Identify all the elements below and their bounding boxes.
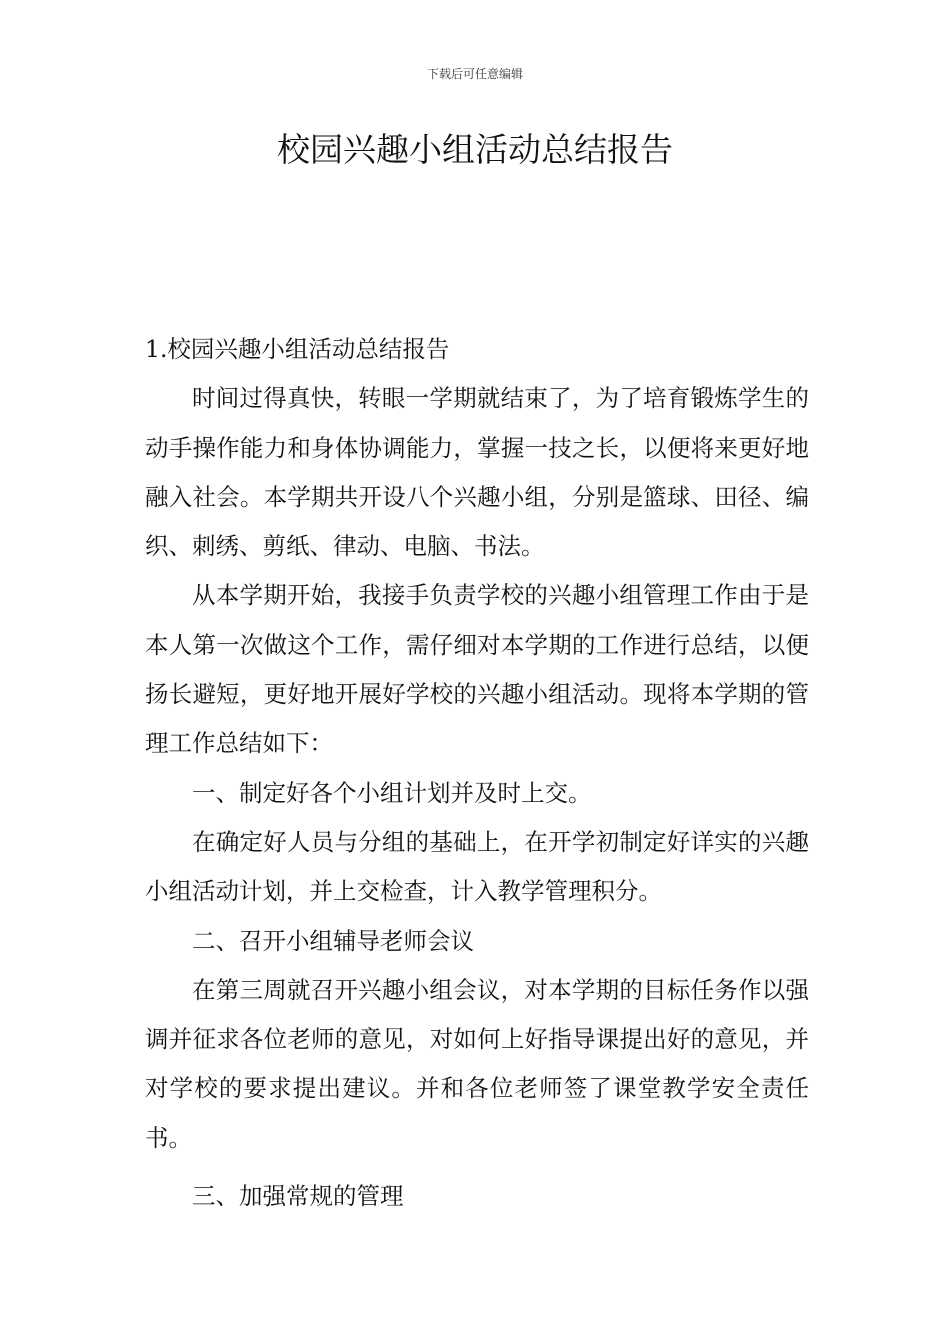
body-paragraph: 从本学期开始，我接手负责学校的兴趣小组管理工作由于是本人第一次做这个工作，需仔细对本学期的工作进行总结，以便扬长避短，更好地开展好学校的兴趣小组活动。现将本学期的管理工作总结如下： [145,581,809,758]
body-paragraph: 在第三周就召开兴趣小组会议，对本学期的目标任务作以强调并征求各位老师的意见，对如何上好指导课提出好的意见，并对学校的要求提出建议。并和各位老师签了课堂教学安全责任书。 [145,975,809,1152]
subheading: 三、加强常规的管理 [192,1182,404,1211]
document-title: 校园兴趣小组活动总结报告 [277,130,673,169]
document-body [145,325,809,1221]
body-paragraph: 在确定好人员与分组的基础上，在开学初制定好详实的兴趣小组活动计划，并上交检查，计入教学管理积分。 [145,827,809,906]
body-paragraph: 时间过得真快，转眼一学期就结束了，为了培育锻炼学生的动手操作能力和身体协调能力，掌握一技之长，以便将来更好地融入社会。本学期共开设八个兴趣小组，分别是篮球、田径、编织、刺绣、剪纸、律动、电脑、书法。 [145,384,809,561]
subheading: 二、召开小组辅导老师会议 [192,926,474,955]
header-note: 下载后可任意编辑 [426,67,523,81]
subheading: 一、制定好各个小组计划并及时上交。 [192,778,592,807]
section-heading: 1.校园兴趣小组活动总结报告 [145,335,450,363]
